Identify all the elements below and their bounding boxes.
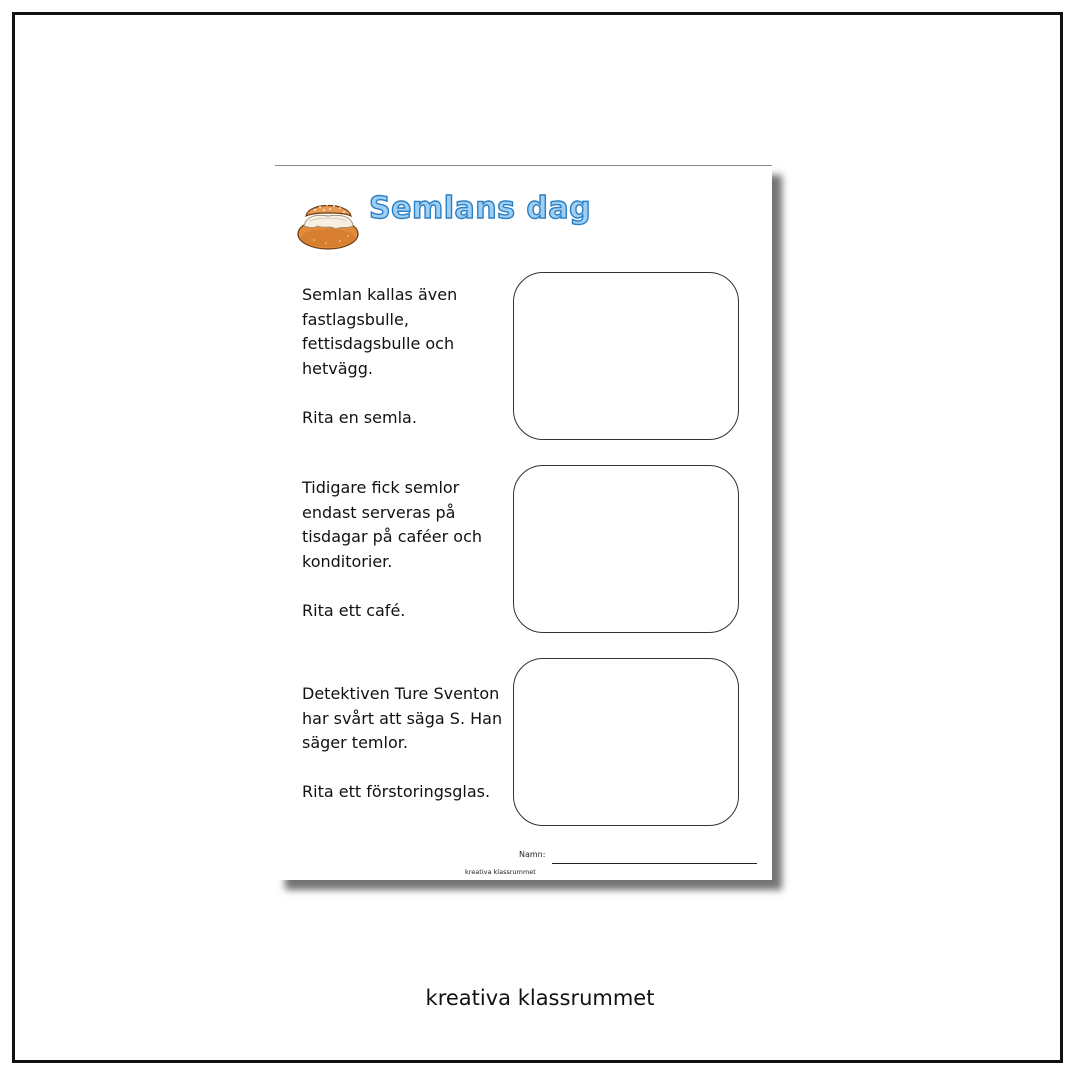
name-label: Namn:	[519, 850, 546, 859]
drawing-box-2[interactable]	[513, 465, 739, 633]
worksheet-title: Semlans dag	[369, 191, 592, 226]
section-2-task: Rita ett café.	[302, 600, 406, 620]
section-1-line: Semlan kallas även	[302, 285, 458, 304]
worksheet-credit: kreativa klassrummet	[465, 868, 536, 876]
section-3-line: har svårt att säga S. Han	[302, 708, 503, 728]
section-1-line: fastlagsbulle,	[302, 309, 409, 329]
section-2-line: tisdagar på caféer och	[302, 527, 482, 546]
caption: kreativa klassrummet	[425, 986, 655, 1010]
section-3-text	[302, 682, 517, 805]
section-1-text	[302, 283, 517, 430]
drawing-box-1[interactable]	[513, 272, 739, 440]
section-1-line: fettisdagsbulle och	[302, 334, 455, 353]
drawing-box-3[interactable]	[513, 658, 739, 826]
section-3-task: Rita ett förstoringsglas.	[302, 782, 491, 801]
worksheet-page	[275, 165, 772, 880]
semla-bun-icon	[296, 196, 360, 252]
section-1-line: hetvägg.	[302, 358, 373, 378]
section-2-text	[302, 476, 517, 623]
section-1-task: Rita en semla.	[302, 407, 417, 427]
section-2-line: endast serveras på	[302, 502, 456, 522]
section-2-line: konditorier.	[302, 551, 393, 571]
section-3-line: Detektiven Ture Sventon	[302, 684, 500, 703]
section-2-line: Tidigare fick semlor	[302, 478, 460, 497]
section-3-line: säger temlor.	[302, 733, 408, 752]
name-line[interactable]	[552, 863, 757, 864]
